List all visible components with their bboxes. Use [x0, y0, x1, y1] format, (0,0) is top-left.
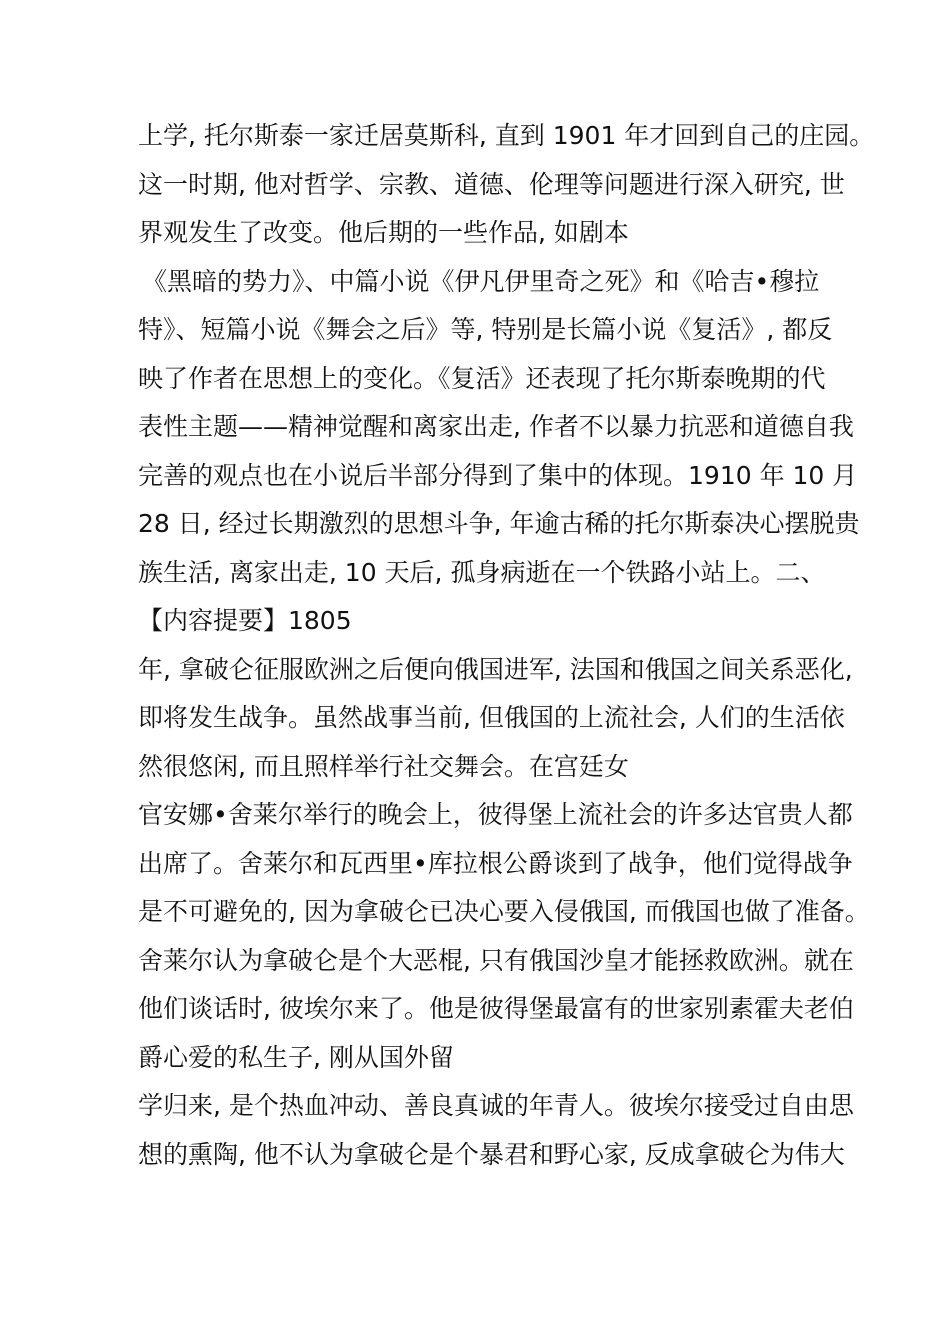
text-line: 上学, 托尔斯泰一家迁居莫斯科, 直到 1901 年才回到自己的庄园。 [138, 121, 875, 150]
text-line: 出席了。舍莱尔和瓦西里•库拉根公爵谈到了战争，他们觉得战争 [138, 848, 853, 878]
text-line: 他们谈话时, 彼埃尔来了。他是彼得堡最富有的世家别素霍夫老伯 [138, 994, 854, 1023]
text-line: 官安娜•舍莱尔举行的晚会上，彼得堡上流社会的许多达官贵人都 [138, 800, 853, 829]
text-line: 即将发生战争。虽然战事当前, 但俄国的上流社会, 人们的生活依 [138, 703, 845, 732]
text-line: 《黑暗的势力》、中篇小说《伊凡伊里奇之死》和《哈吉•穆拉 [142, 266, 820, 296]
section-heading: 【内容提要】1805 [138, 606, 352, 635]
text-line: 学归来, 是个热血冲动、善良真诚的年青人。彼埃尔接受过自由思 [138, 1091, 854, 1120]
text-line: 是不可避免的, 因为拿破仑已决心要入侵俄国, 而俄国也做了准备。 [138, 897, 870, 926]
text-line: 特》、短篇小说《舞会之后》等, 特别是长篇小说《复活》, 都反 [138, 315, 833, 344]
text-line: 爵心爱的私生子, 刚从国外留 [138, 1042, 454, 1072]
text-line: 表性主题——精神觉醒和离家出走, 作者不以暴力抗恶和道德自我 [138, 412, 854, 441]
text-line: 完善的观点也在小说后半部分得到了集中的体现。1910 年 10 月 [138, 460, 858, 490]
body-text [138, 112, 875, 1179]
text-line: 界观发生了改变。他后期的一些作品, 如剧本 [138, 218, 629, 247]
text-line: 想的熏陶, 他不认为拿破仑是个暴君和野心家, 反成拿破仑为伟大 [138, 1139, 845, 1169]
text-line: 舍莱尔认为拿破仑是个大恶棍, 只有俄国沙皇才能拯救欧洲。就在 [138, 945, 854, 975]
text-line: 映了作者在思想上的变化。《复活》还表现了托尔斯泰晚期的代 [138, 363, 826, 393]
text-line: 年, 拿破仑征服欧洲之后便向俄国进军, 法国和俄国之间关系恶化, [138, 654, 853, 684]
text-line: 28 日, 经过长期激烈的思想斗争, 年逾古稀的托尔斯泰决心摆脱贵 [138, 509, 860, 538]
text-line: 这一时期, 他对哲学、宗教、道德、伦理等问题进行深入研究, 世 [138, 169, 845, 199]
text-line: 然很悠闲, 而且照样举行社交舞会。在宫廷女 [138, 751, 629, 781]
text-line: 族生活, 离家出走, 10 天后, 孤身病逝在一个铁路小站上。二、 [138, 557, 826, 587]
